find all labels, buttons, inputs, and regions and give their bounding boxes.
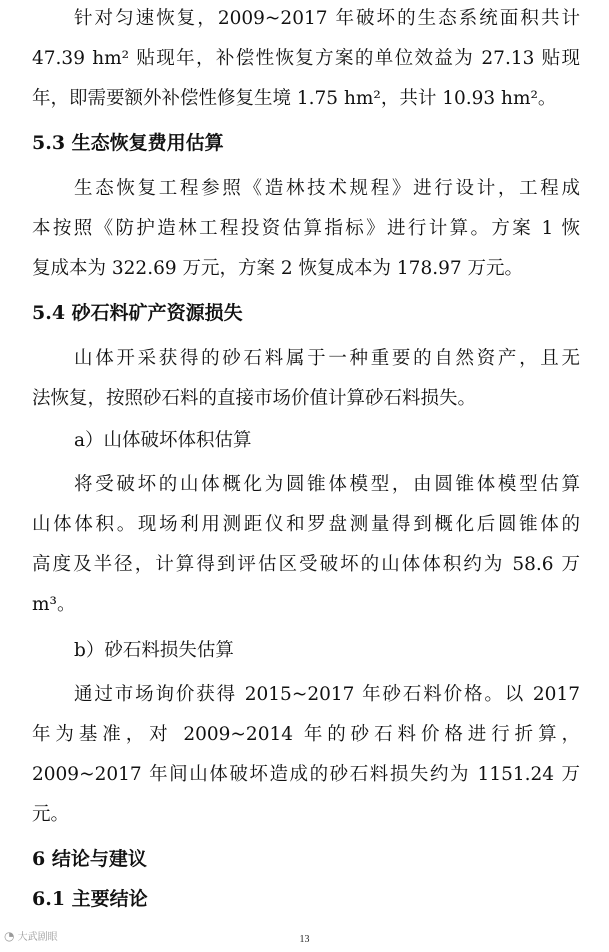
- subheading-b: b）砂石料损失估算: [74, 640, 234, 661]
- paragraph-line: 47.39 hm² 贴现年，补偿性恢复方案的单位效益为 27.13 贴现: [32, 48, 580, 69]
- paragraph-line: 2009~2017 年间山体破坏造成的砂石料损失约为 1151.24 万: [32, 764, 580, 785]
- paragraph-line: 将受破坏的山体概化为圆锥体模型，由圆锥体模型估算: [74, 474, 580, 495]
- paragraph-line: 年为基准，对 2009~2014 年的砂石料价格进行折算，: [32, 724, 580, 745]
- paragraph-line: m³。: [32, 594, 76, 615]
- paragraph-line: 生态恢复工程参照《造林技术规程》进行设计，工程成: [74, 178, 580, 199]
- paragraph-line: 山体开采获得的砂石料属于一种重要的自然资产，且无: [74, 348, 580, 369]
- section-heading-5-3: 5.3 生态恢复费用估算: [32, 132, 224, 154]
- paragraph-line: 山体体积。现场利用测距仪和罗盘测量得到概化后圆锥体的: [32, 514, 580, 535]
- weibo-icon: ◔: [4, 929, 15, 943]
- watermark: [4, 928, 58, 943]
- paragraph-line: 复成本为 322.69 万元，方案 2 恢复成本为 178.97 万元。: [32, 258, 524, 279]
- paragraph-line: 元。: [32, 804, 70, 825]
- watermark-text: 大武剧眼: [17, 932, 58, 943]
- paragraph-line: 通过市场询价获得 2015~2017 年砂石料价格。以 2017: [74, 684, 580, 705]
- page-number: 13: [299, 934, 310, 945]
- section-heading-5-4: 5.4 砂石料矿产资源损失: [32, 302, 243, 324]
- paragraph-line: 本按照《防护造林工程投资估算指标》进行计算。方案 1 恢: [32, 218, 580, 239]
- paragraph-line: 针对匀速恢复，2009~2017 年破坏的生态系统面积共计: [74, 8, 580, 29]
- paragraph-line: 高度及半径，计算得到评估区受破坏的山体体积约为 58.6 万: [32, 554, 580, 575]
- section-heading-6: 6 结论与建议: [32, 848, 147, 870]
- paragraph-line: 法恢复，按照砂石料的直接市场价值计算砂石料损失。: [32, 388, 477, 409]
- paragraph-line: 年，即需要额外补偿性修复生境 1.75 hm²，共计 10.93 hm²。: [32, 88, 557, 109]
- section-heading-6-1: 6.1 主要结论: [32, 888, 148, 910]
- subheading-a: a）山体破坏体积估算: [74, 430, 252, 451]
